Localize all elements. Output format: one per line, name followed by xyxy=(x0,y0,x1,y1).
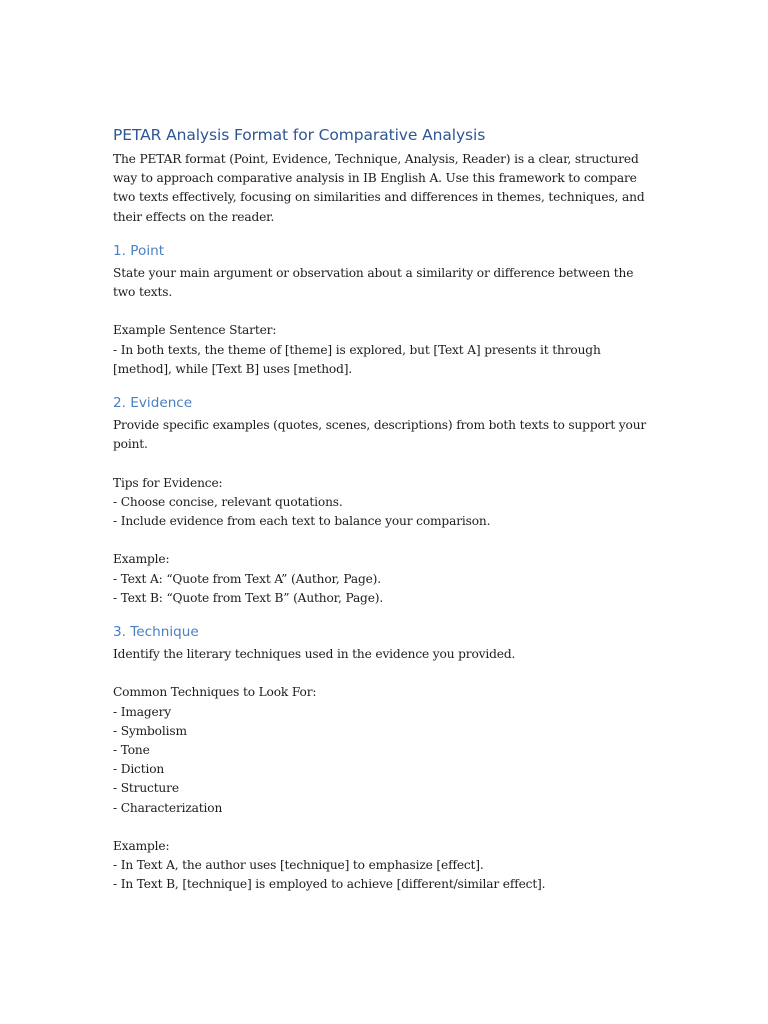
spacer xyxy=(113,454,658,473)
spacer xyxy=(113,302,658,321)
section-heading-point: 1. Point xyxy=(113,242,165,259)
list-item: - Tone xyxy=(113,743,150,758)
list-item: - Symbolism xyxy=(113,723,187,738)
list-item: - Imagery xyxy=(113,704,172,719)
spacer xyxy=(113,818,658,837)
section-description: Provide specific examples (quotes, scenes, descriptions) from both texts to support your point. xyxy=(113,418,647,452)
section-heading-evidence: 2. Evidence xyxy=(113,395,193,412)
list-item: - Characterization xyxy=(113,800,223,815)
intro-paragraph: The PETAR format (Point, Evidence, Technique, Analysis, Reader) is a clear, structured way to approach comparative analysis in IB English A. Use this framework to compare two texts effectively, focusing on similarities and differences in themes, techniques, and their effects on the reader. xyxy=(113,152,645,224)
spacer xyxy=(113,664,658,683)
section-technique xyxy=(113,622,658,895)
list-item: - In both texts, the theme of [theme] is explored, but [Text A] presents it through [method], while [Text B] uses [method]. xyxy=(113,342,601,376)
example-label: Example: xyxy=(113,839,170,854)
section-evidence xyxy=(113,393,658,608)
section-heading-technique: 3. Technique xyxy=(113,624,199,641)
list-item: - In Text B, [technique] is employed to achieve [different/similar effect]. xyxy=(113,877,546,892)
section-point xyxy=(113,241,658,379)
example-label: Example Sentence Starter: xyxy=(113,323,277,338)
list-item: - Include evidence from each text to balance your comparison. xyxy=(113,514,491,529)
list-item: - Structure xyxy=(113,781,179,796)
list-item: - Diction xyxy=(113,762,165,777)
example-label: Example: xyxy=(113,552,170,567)
document-title: PETAR Analysis Format for Comparative Analysis xyxy=(113,126,486,144)
list-item: - Text B: “Quote from Text B” (Author, Page). xyxy=(113,590,384,605)
list-label: Common Techniques to Look For: xyxy=(113,685,317,700)
document-page xyxy=(113,124,658,895)
tips-label: Tips for Evidence: xyxy=(113,475,223,490)
section-description: Identify the literary techniques used in the evidence you provided. xyxy=(113,647,516,662)
list-item: - Text A: “Quote from Text A” (Author, Page). xyxy=(113,571,381,586)
list-item: - Choose concise, relevant quotations. xyxy=(113,494,343,509)
list-item: - In Text A, the author uses [technique] to emphasize [effect]. xyxy=(113,858,484,873)
section-description: State your main argument or observation about a similarity or difference between the two texts. xyxy=(113,265,634,300)
spacer xyxy=(113,531,658,550)
